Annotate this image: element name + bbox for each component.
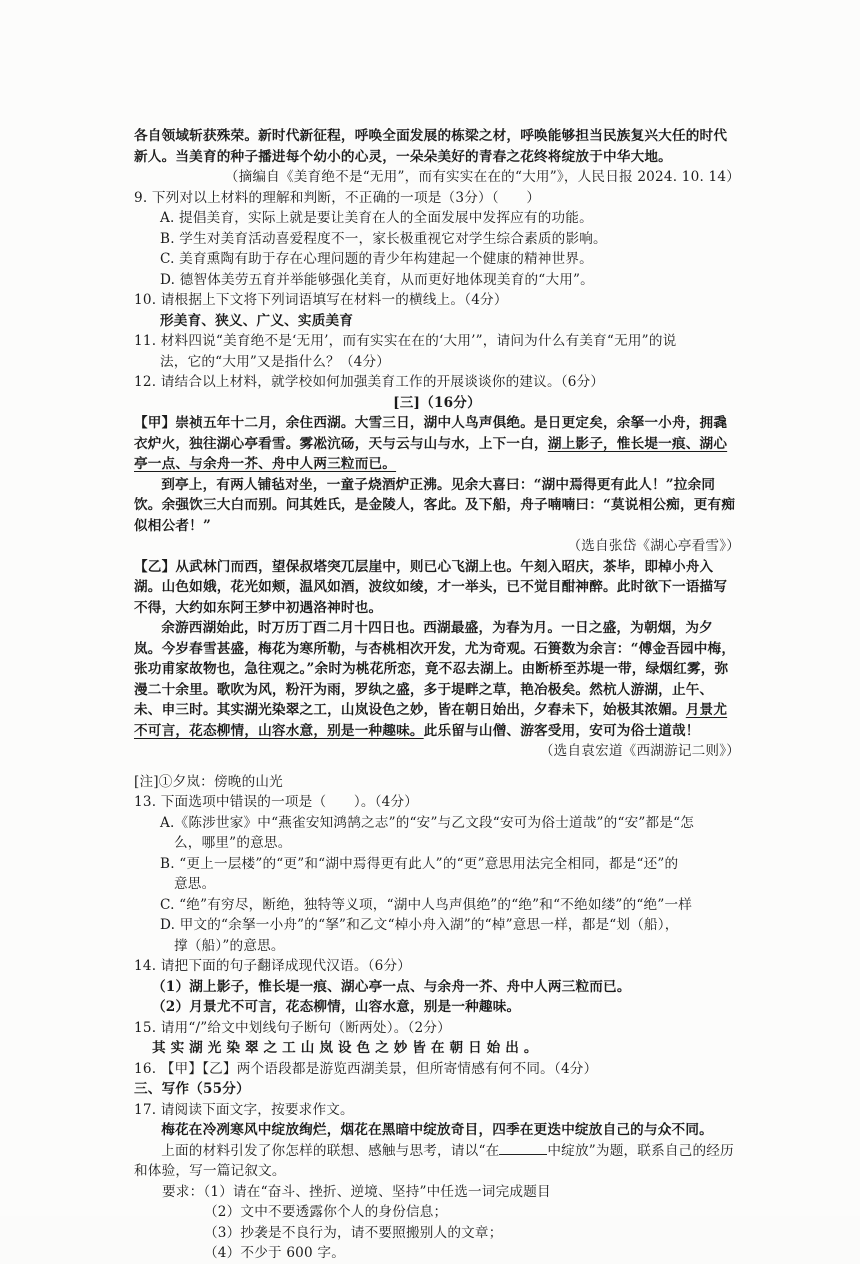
passage-jia-text: 【甲】崇祯五年十二月，余住西湖。大雪三日，湖中人鸟声俱绝。是日更定矣，余拏一小舟，拥毳衣炉火，独往湖心亭看雪。雾凇沆砀，天与云与山与水，上下一白， bbox=[134, 415, 728, 452]
passage-jia-source: （选自张岱《湖心亭看雪》） bbox=[567, 538, 740, 554]
question-16: 16. 【甲】【乙】两个语段都是游览西湖美景，但所寄情感有何不同。（4分） bbox=[134, 1060, 598, 1077]
question-17-stem: 17. 请阅读下面文字，按要求作文。 bbox=[134, 1101, 354, 1118]
section-3-heading: [三]（16分） bbox=[393, 394, 481, 411]
material-source: （摘编自《美育绝不是“无用”，而有实实在在的“大用”》，人民日报 2024. 10. 14） bbox=[224, 169, 740, 185]
question-14-sentence-2: （2）月景尤不可言，花态柳情，山容水意，别是一种趣味。 bbox=[152, 999, 521, 1015]
question-13-option-b: B. “更上一层楼”的“更”和“湖中焉得更有此人”的“更”意思用法完全相同，都是“还”的 bbox=[160, 855, 679, 872]
question-9-option-a: A. 提倡美育，实际上就是要让美育在人的全面发展中发挥应有的功能。 bbox=[160, 210, 593, 226]
passage-yi-p1: 【乙】从武林门而西，望保叔塔突兀层崖中，则已心飞湖上也。午刻入昭庆，茶毕，即棹小舟入湖。山色如娥，花光如颊，温风如酒，波纹如绫，才一举头，已不觉目酣神醉。此时欲下一语描写不得，大约如东阿王梦中初遇洛神时也。 bbox=[134, 558, 728, 616]
footnote: [注]①夕岚：傍晚的山光 bbox=[134, 773, 283, 790]
passage-jia-p2: 到亭上，有两人铺毡对坐，一童子烧酒炉正沸。见余大喜曰：“湖中焉得更有此人！”拉余同饮。余强饮三大白而别。问其姓氏，是金陵人，客此。及下船，舟子喃喃曰：“莫说相公痴，更有痴似相公者！” bbox=[134, 476, 736, 534]
question-13-option-b-cont: 意思。 bbox=[174, 876, 216, 892]
passage-yi-p2 bbox=[134, 618, 740, 741]
question-9-option-c: C. 美育熏陶有助于存在心理问题的青少年构建起一个健康的精神世界。 bbox=[160, 251, 593, 267]
passage-jia-underlined: 湖上影子，惟长堤一痕、湖心亭一点、与余舟一芥、舟中人两三粒而已。 bbox=[134, 435, 728, 472]
question-9-option-d: D. 德智体美劳五育并举能够强化美育，从而更好地体现美育的“大用”。 bbox=[160, 271, 594, 288]
question-13-stem: 13. 下面选项中错误的一项是（ ）。（4分） bbox=[134, 794, 419, 810]
question-17-requirement-1: 要求：（1）请在“奋斗、挫折、逆境、坚持”中任选一词完成题目 bbox=[162, 1183, 551, 1200]
question-17-prompt-b: 中绽放”为题，联系自己的经历和体验，写一篇记叙文。 bbox=[134, 1142, 734, 1179]
passage-yi-source: （选自袁宏道《西湖游记二则》） bbox=[539, 743, 740, 759]
question-13-option-c: C. “绝”有穷尽，断绝，独特等义项，“湖中人鸟声俱绝”的“绝”和“不绝如缕”的“绝”一样 bbox=[160, 896, 693, 913]
writing-section-heading: 三、写作（55分） bbox=[134, 1081, 250, 1097]
question-17-requirement-4: （4）不少于 600 字。 bbox=[204, 1245, 345, 1261]
question-10-words: 形美育、狭义、广义、实质美育 bbox=[160, 312, 354, 329]
question-12: 12. 请结合以上材料，就学校如何加强美育工作的开展谈谈你的建议。（6分） bbox=[134, 374, 605, 390]
passage-yi-text: 余游西湖始此，时万历丁酉二月十四日也。西湖最盛，为春为月。一日之盛，为朝烟，为夕岚。今岁春雪甚盛，梅花为寒所勒，与杏桃相次开发，尤为奇观。石篑数为余言：“傅金吾园中梅，张功甫家故物也，急往观之。”余时为桃花所恋，竟不忍去湖上。由断桥至苏堤一带，绿烟红雾，弥漫二十余里。歌吹为风，粉汗为雨，罗纨之盛，多于堤畔之草，艳冶极矣。然杭人游湖，止午、未、申三时。其实湖光染翠之工，山岚设色之妙，皆在朝日始出，夕舂未下，始极其浓媚。 bbox=[134, 620, 736, 718]
question-17-requirement-3: （3）抄袭是不良行为，请不要照搬别人的文章； bbox=[204, 1224, 503, 1241]
question-11-line2: 法，它的“大用”又是指什么？（4分） bbox=[160, 353, 391, 370]
question-17-requirement-2: （2）文中不要透露你个人的身份信息； bbox=[204, 1204, 448, 1220]
question-17-prompt bbox=[134, 1141, 740, 1182]
title-blank bbox=[499, 1142, 547, 1155]
question-10-stem: 10. 请根据上下文将下列词语填写在材料一的横线上。（4分） bbox=[134, 292, 508, 308]
passage-yi-text-end: 此乐留与山僧、游客受用，安可为俗士道哉！ bbox=[423, 722, 700, 739]
question-17-material: 梅花在冷冽寒风中绽放绚烂，烟花在黑暗中绽放奇目，四季在更迭中绽放自己的与众不同。 bbox=[161, 1122, 713, 1138]
question-9-option-b: B. 学生对美育活动喜爱程度不一，家长极重视它对学生综合素质的影响。 bbox=[160, 230, 607, 247]
question-14-stem: 14. 请把下面的句子翻译成现代汉语。（6分） bbox=[134, 958, 412, 974]
passage-jia-p1 bbox=[134, 413, 740, 475]
question-15-stem: 15. 请用“/”给文中划线句子断句（断两处）。（2分） bbox=[134, 1019, 451, 1036]
question-14-sentence-1: （1）湖上影子，惟长堤一痕、湖心亭一点、与余舟一芥、舟中人两三粒而已。 bbox=[152, 978, 631, 995]
question-13-option-d: D. 甲文的“余拏一小舟”的“拏”和乙文“棹小舟入湖”的“棹”意思一样，都是“划（船）， bbox=[160, 917, 679, 933]
question-17-prompt-a: 上面的材料引发了你怎样的联想、感触与思考，请以“在 bbox=[161, 1142, 500, 1159]
question-15-text: 其实湖光染翠之工山岚设色之妙皆在朝日始出。 bbox=[152, 1040, 543, 1056]
question-9-stem: 9. 下列对以上材料的理解和判断，不正确的一项是（3分）（ ） bbox=[134, 189, 541, 206]
passage-yi-underlined: 月景尤不可言，花态柳情，山容水意，别是一种趣味。 bbox=[134, 702, 728, 739]
question-13-option-a: A.《陈涉世家》中“燕雀安知鸿鹄之志”的“安”与乙文段“安可为俗士道哉”的“安”都是“怎 bbox=[160, 814, 695, 831]
question-13-option-a-cont: 么，哪里”的意思。 bbox=[174, 835, 292, 851]
question-11-line1: 11. 材料四说“美育绝不是‘无用’，而有实实在在的‘大用’”，请问为什么有美育“无用”的说 bbox=[134, 333, 677, 349]
question-13-option-d-cont: 撑（船）”的意思。 bbox=[174, 937, 285, 954]
exam-content bbox=[134, 126, 740, 1264]
material-text: 各自领域斩获殊荣。新时代新征程，呼唤全面发展的栋梁之材，呼唤能够担当民族复兴大任的时代新人。当美育的种子播进每个幼小的心灵，一朵朵美好的青春之花终将绽放于中华大地。 bbox=[134, 128, 728, 165]
